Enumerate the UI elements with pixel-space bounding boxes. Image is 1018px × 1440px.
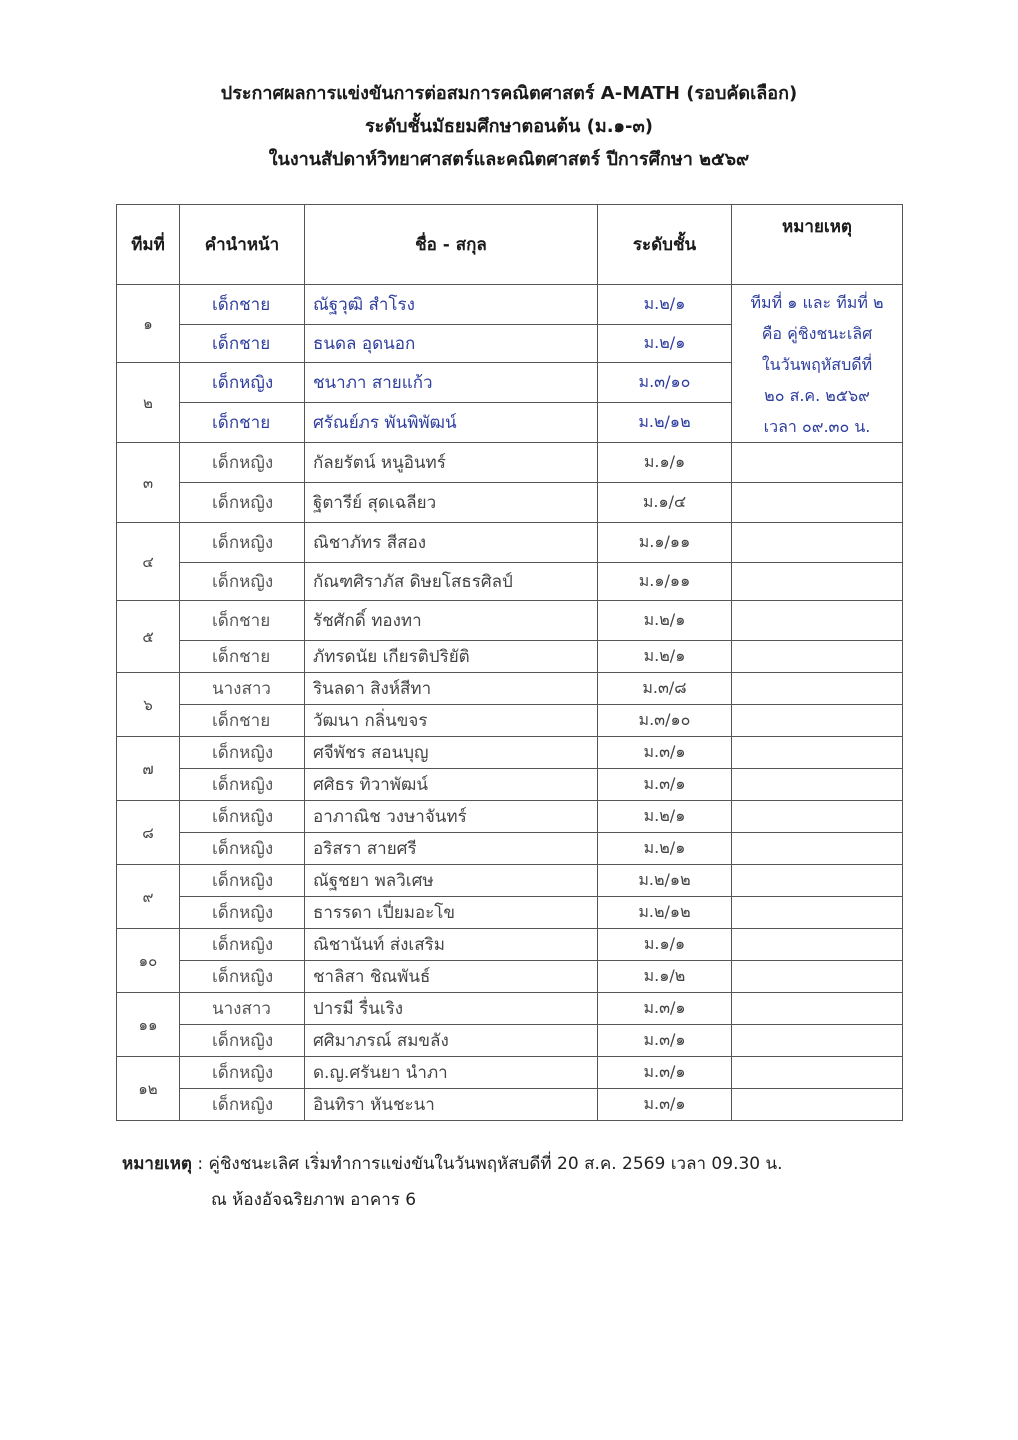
member-name: ฐิตารีย์ สุดเฉลียว (305, 483, 598, 523)
member-level: ม.๒/๑ (598, 285, 732, 325)
member-name: รินลดา สิงห์สีทา (305, 673, 598, 705)
member-level: ม.๓/๑ (598, 1089, 732, 1121)
results-table (116, 204, 903, 1121)
table-header-row (117, 205, 903, 285)
member-level: ม.๒/๑๒ (598, 403, 732, 443)
member-prefix: เด็กหญิง (180, 801, 305, 833)
member-name: อาภาณิช วงษาจันทร์ (305, 801, 598, 833)
member-level: ม.๒/๑๒ (598, 897, 732, 929)
member-level: ม.๓/๑ (598, 1057, 732, 1089)
member-prefix: เด็กชาย (180, 601, 305, 641)
table-row (117, 897, 903, 929)
member-prefix: เด็กหญิง (180, 737, 305, 769)
member-name: ชนาภา สายแก้ว (305, 363, 598, 403)
table-row (117, 285, 903, 325)
remark-empty (732, 523, 903, 563)
remark-empty (732, 801, 903, 833)
remark-line: เวลา ๐๙.๓๐ น. (763, 417, 871, 436)
announcement-title (0, 77, 1018, 176)
table-row (117, 1089, 903, 1121)
remark-empty (732, 601, 903, 641)
remark-empty (732, 705, 903, 737)
table-body (117, 285, 903, 1121)
remark-empty (732, 865, 903, 897)
table-row (117, 801, 903, 833)
table-row (117, 993, 903, 1025)
remark-empty (732, 833, 903, 865)
remark-empty (732, 1089, 903, 1121)
member-prefix: เด็กหญิง (180, 1057, 305, 1089)
member-name: ศศิมาภรณ์ สมขลัง (305, 1025, 598, 1057)
team-number: ๒ (117, 363, 180, 443)
member-name: ณัฐวุฒิ สำโรง (305, 285, 598, 325)
member-name: ณิชานันท์ ส่งเสริม (305, 929, 598, 961)
member-prefix: เด็กหญิง (180, 769, 305, 801)
table-row (117, 929, 903, 961)
remark-finalists (732, 285, 903, 443)
member-prefix: เด็กหญิง (180, 563, 305, 601)
member-level: ม.๒/๑ (598, 325, 732, 363)
member-level: ม.๑/๑๑ (598, 523, 732, 563)
title-line-2: ระดับชั้นมัธยมศึกษาตอนต้น (ม.๑-๓) (365, 116, 653, 137)
team-number: ๑ (117, 285, 180, 363)
member-prefix: เด็กหญิง (180, 865, 305, 897)
header-remark: หมายเหตุ (732, 205, 903, 285)
remark-empty (732, 1025, 903, 1057)
member-prefix: เด็กหญิง (180, 1025, 305, 1057)
member-prefix: เด็กหญิง (180, 443, 305, 483)
remark-empty (732, 673, 903, 705)
member-level: ม.๓/๑ (598, 769, 732, 801)
member-prefix: เด็กชาย (180, 325, 305, 363)
member-name: วัฒนา กลิ่นขจร (305, 705, 598, 737)
footnote-location: ณ ห้องอัจฉริยภาพ อาคาร 6 (211, 1190, 417, 1210)
team-number: ๙ (117, 865, 180, 929)
member-name: กัณฑศิราภัส ดิษยโสธรศิลป์ (305, 563, 598, 601)
table-row (117, 443, 903, 483)
member-name: ศรัณย์ภร พันพิพัฒน์ (305, 403, 598, 443)
table-row (117, 737, 903, 769)
member-level: ม.๒/๑ (598, 833, 732, 865)
member-prefix: นางสาว (180, 993, 305, 1025)
member-prefix: เด็กหญิง (180, 363, 305, 403)
member-name: ภัทรดนัย เกียรติปริยัติ (305, 641, 598, 673)
table-row (117, 1057, 903, 1089)
member-prefix: เด็กหญิง (180, 897, 305, 929)
member-prefix: เด็กชาย (180, 285, 305, 325)
member-name: ปารมี รื่นเริง (305, 993, 598, 1025)
remark-empty (732, 961, 903, 993)
member-prefix: เด็กชาย (180, 403, 305, 443)
title-line-1: ประกาศผลการแข่งขันการต่อสมการคณิตศาสตร์ A-MATH (รอบคัดเลือก) (220, 83, 798, 104)
member-prefix: เด็กชาย (180, 641, 305, 673)
table-row (117, 601, 903, 641)
member-name: ณัฐชยา พลวิเศษ (305, 865, 598, 897)
member-level: ม.๑/๒ (598, 961, 732, 993)
remark-empty (732, 443, 903, 483)
remark-line: ในวันพฤหัสบดีที่ (761, 355, 873, 374)
table-row (117, 865, 903, 897)
member-prefix: เด็กหญิง (180, 483, 305, 523)
team-number: ๑๑ (117, 993, 180, 1057)
table-row (117, 483, 903, 523)
table-row (117, 833, 903, 865)
remark-line: คือ คู่ชิงชนะเลิศ (761, 324, 873, 343)
member-name: ศศิธร ทิวาพัฒน์ (305, 769, 598, 801)
remark-empty (732, 897, 903, 929)
remark-empty (732, 737, 903, 769)
footnote (122, 1150, 783, 1177)
team-number: ๑๐ (117, 929, 180, 993)
member-prefix: เด็กหญิง (180, 1089, 305, 1121)
member-level: ม.๓/๑ (598, 993, 732, 1025)
header-team: ทีมที่ (117, 205, 180, 285)
remark-empty (732, 1057, 903, 1089)
member-name: ณิชาภัทร สีสอง (305, 523, 598, 563)
table-row (117, 673, 903, 705)
table-row (117, 641, 903, 673)
table-row (117, 769, 903, 801)
member-name: ด.ญ.ศรันยา นำภา (305, 1057, 598, 1089)
member-name: ธารรดา เปี่ยมอะโข (305, 897, 598, 929)
member-level: ม.๒/๑ (598, 641, 732, 673)
header-prefix: คำนำหน้า (180, 205, 305, 285)
member-level: ม.๓/๑๐ (598, 705, 732, 737)
team-number: ๖ (117, 673, 180, 737)
title-line-3: ในงานสัปดาห์วิทยาศาสตร์และคณิตศาสตร์ ปีการศึกษา ๒๕๖๙ (268, 149, 750, 170)
team-number: ๑๒ (117, 1057, 180, 1121)
remark-line: ๒๐ ส.ค. ๒๕๖๙ (764, 386, 870, 405)
member-prefix: เด็กหญิง (180, 833, 305, 865)
table-row (117, 1025, 903, 1057)
team-number: ๗ (117, 737, 180, 801)
remark-empty (732, 929, 903, 961)
table-row (117, 523, 903, 563)
member-name: อริสรา สายศรี (305, 833, 598, 865)
footnote-label: หมายเหตุ (122, 1154, 192, 1174)
member-level: ม.๒/๑ (598, 801, 732, 833)
table-row (117, 961, 903, 993)
member-name: อินทิรา หันชะนา (305, 1089, 598, 1121)
member-prefix: เด็กหญิง (180, 961, 305, 993)
member-level: ม.๒/๑๒ (598, 865, 732, 897)
member-level: ม.๓/๑๐ (598, 363, 732, 403)
team-number: ๘ (117, 801, 180, 865)
team-number: ๔ (117, 523, 180, 601)
header-level: ระดับชั้น (598, 205, 732, 285)
remark-empty (732, 483, 903, 523)
member-name: ศจีพัชร สอนบุญ (305, 737, 598, 769)
table-row (117, 705, 903, 737)
member-level: ม.๓/๘ (598, 673, 732, 705)
remark-empty (732, 563, 903, 601)
member-level: ม.๓/๑ (598, 1025, 732, 1057)
member-prefix: เด็กหญิง (180, 929, 305, 961)
member-level: ม.๑/๑ (598, 929, 732, 961)
member-prefix: เด็กชาย (180, 705, 305, 737)
remark-empty (732, 641, 903, 673)
member-level: ม.๓/๑ (598, 737, 732, 769)
member-level: ม.๒/๑ (598, 601, 732, 641)
member-level: ม.๑/๔ (598, 483, 732, 523)
team-number: ๕ (117, 601, 180, 673)
member-name: ธนดล อุดนอก (305, 325, 598, 363)
header-name: ชื่อ - สกุล (305, 205, 598, 285)
member-name: ชาลิสา ชิณพันธ์ (305, 961, 598, 993)
remark-empty (732, 993, 903, 1025)
team-number: ๓ (117, 443, 180, 523)
remark-empty (732, 769, 903, 801)
member-name: กัลยรัตน์ หนูอินทร์ (305, 443, 598, 483)
remark-line: ทีมที่ ๑ และ ทีมที่ ๒ (750, 293, 884, 312)
footnote-text: : คู่ชิงชนะเลิศ เริ่มทำการแข่งขันในวันพฤหัสบดีที่ 20 ส.ค. 2569 เวลา 09.30 น. (191, 1154, 783, 1174)
member-prefix: นางสาว (180, 673, 305, 705)
table-row (117, 563, 903, 601)
member-level: ม.๑/๑ (598, 443, 732, 483)
member-prefix: เด็กหญิง (180, 523, 305, 563)
member-level: ม.๑/๑๑ (598, 563, 732, 601)
member-name: รัชศักดิ์ ทองทา (305, 601, 598, 641)
